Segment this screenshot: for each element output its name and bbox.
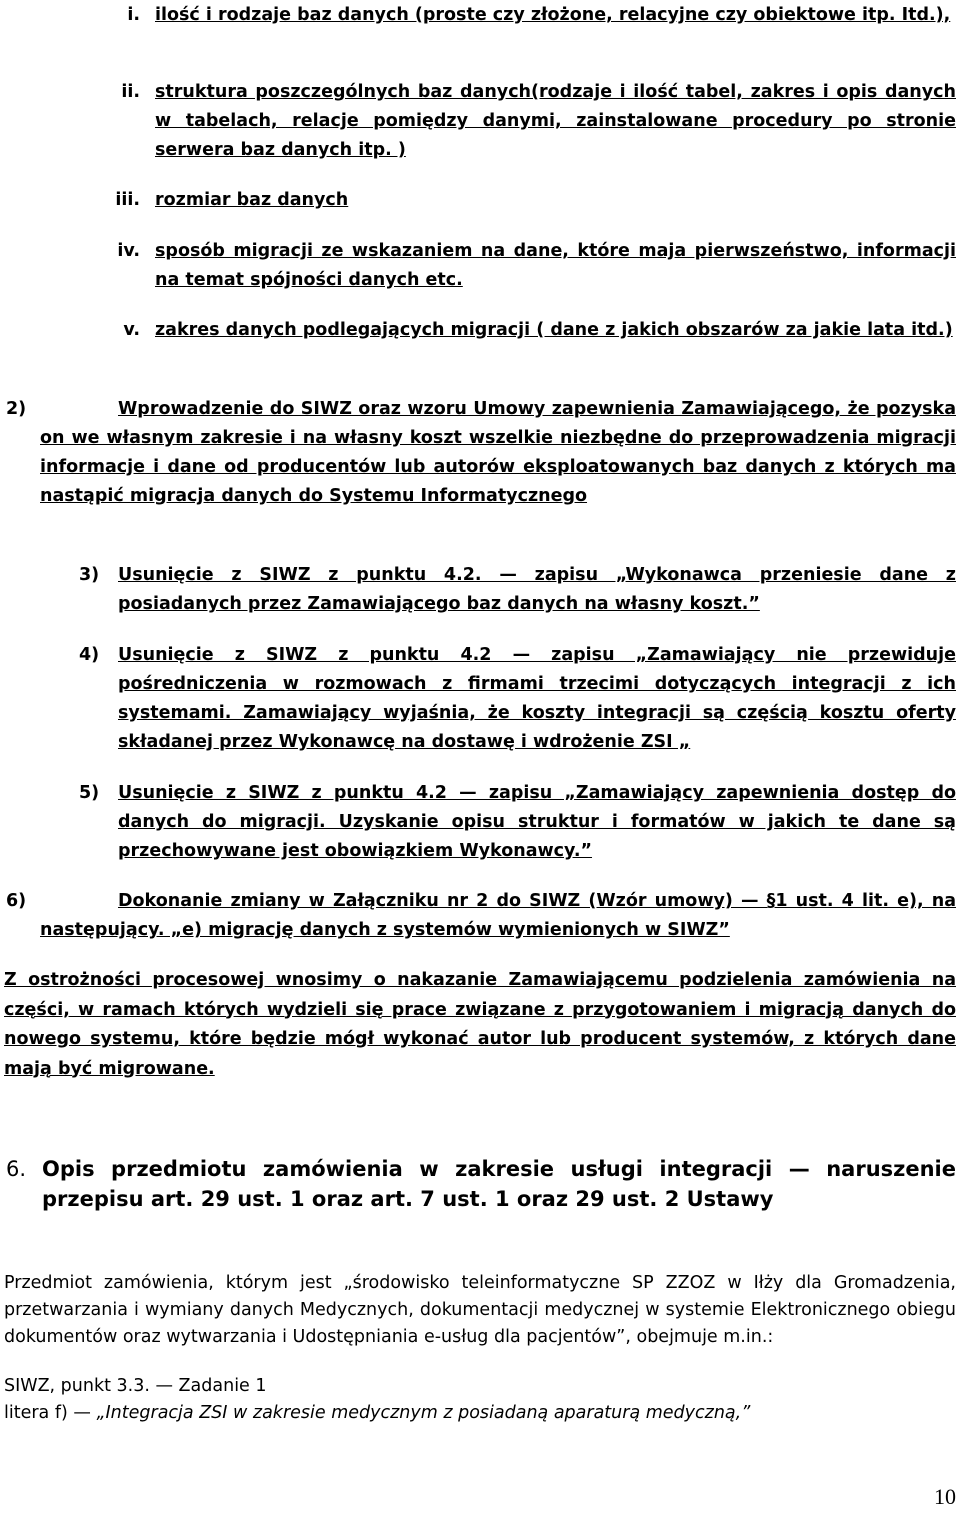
paragraph-text: Wprowadzenie do SIWZ oraz wzoru Umowy zapewnienia Zamawiającego, że pozyska on we własnym zakresie i na własny koszt wszelkie niezbędne do przeprowadzenia migracji informacje i dane od producentów lub autorów eksploatowanych baz danych z których ma nastąpić migracja danych do Systemu Informatycznego bbox=[40, 399, 956, 506]
list-number: v. bbox=[123, 320, 140, 340]
list-text: struktura poszczególnych baz danych(rodzaje i ilość tabel, zakres i opis danych w tabelach, relacje pomiędzy danymi, zainstalowane procedury po stronie serwera baz danych itp. ) bbox=[155, 82, 956, 160]
list-text: rozmiar baz danych bbox=[155, 190, 349, 210]
litera-italic: „Integracja ZSI w zakresie medycznym z posiadaną aparaturą medyczną,” bbox=[96, 1403, 751, 1423]
subject-paragraph: Przedmiot zamówienia, którym jest „środowisko teleinformatyczne SP ZZOZ w Iłży dla Gromadzenia, przetwarzania i wymiany danych Medycznych, dokumentacji medycznej w systemie Elektronicznego obiegu dokumentów oraz wytwarzania i Udostępniania e-usług dla pacjentów”, obejmuje m.in.: bbox=[4, 1273, 956, 1347]
paragraph-text: Usunięcie z SIWZ z punktu 4.2. — zapisu „Wykonawca przeniesie dane z posiadanych przez Zamawiającego baz danych na własny koszt.” bbox=[118, 565, 956, 614]
paragraph-number: 3) bbox=[79, 565, 100, 585]
paragraph-number: 2) bbox=[6, 399, 27, 419]
list-text: zakres danych podlegających migracji ( dane z jakich obszarów za jakie lata itd.) bbox=[155, 320, 953, 340]
litera-prefix: litera f) — bbox=[4, 1403, 97, 1423]
paragraph-text: Usunięcie z SIWZ z punktu 4.2 — zapisu „Zamawiający nie przewiduje pośredniczenia w rozmowach z firmami trzecimi dotyczących integracji z ich systemami. Zamawiający wyjaśnia, że koszty integracji są częścią kosztu oferty składanej przez Wykonawcę na dostawę i wdrożenie ZSI „ bbox=[118, 645, 956, 752]
list-text: sposób migracji ze wskazaniem na dane, które maja pierwszeństwo, informacji na temat spójności danych etc. bbox=[155, 241, 956, 290]
section-title: Opis przedmiotu zamówienia w zakresie usługi integracji — naruszenie przepisu art. 29 ust. 1 oraz art. 7 ust. 1 oraz 29 ust. 2 Ustawy bbox=[42, 1157, 956, 1211]
paragraph-text: Usunięcie z SIWZ z punktu 4.2 — zapisu „Zamawiający zapewnienia dostęp do danych do migracji. Uzyskanie opisu struktur i formatów w jakich te dane są przechowywane jest obowiązkiem Wykonawcy.” bbox=[118, 783, 956, 861]
procedural-caution-paragraph: Z ostrożności procesowej wnosimy o nakazanie Zamawiającemu podzielenia zamówienia na części, w ramach których wydzieli się prace związane z przygotowaniem i migracją danych do nowego systemu, które będzie mógł wykonać autor lub producent systemów, z których dane mają być migrowane. bbox=[4, 970, 956, 1079]
section-number: 6. bbox=[6, 1157, 27, 1181]
siwz-reference: SIWZ, punkt 3.3. — Zadanie 1 bbox=[4, 1376, 267, 1396]
page-number: 10 bbox=[934, 1484, 956, 1509]
paragraph-number: 4) bbox=[79, 645, 100, 665]
paragraph-number: 6) bbox=[6, 891, 27, 911]
list-number: iv. bbox=[117, 241, 140, 261]
litera-reference bbox=[4, 1400, 750, 1427]
list-number: iii. bbox=[115, 190, 140, 210]
list-number: ii. bbox=[121, 82, 140, 102]
list-text: ilość i rodzaje baz danych (proste czy złożone, relacyjne czy obiektowe itp. Itd.), bbox=[155, 5, 951, 25]
paragraph-number: 5) bbox=[79, 783, 100, 803]
paragraph-text: Dokonanie zmiany w Załączniku nr 2 do SIWZ (Wzór umowy) — §1 ust. 4 lit. e), na następujący. „e) migrację danych z systemów wymienionych w SIWZ” bbox=[40, 891, 956, 940]
list-number: i. bbox=[127, 5, 140, 25]
